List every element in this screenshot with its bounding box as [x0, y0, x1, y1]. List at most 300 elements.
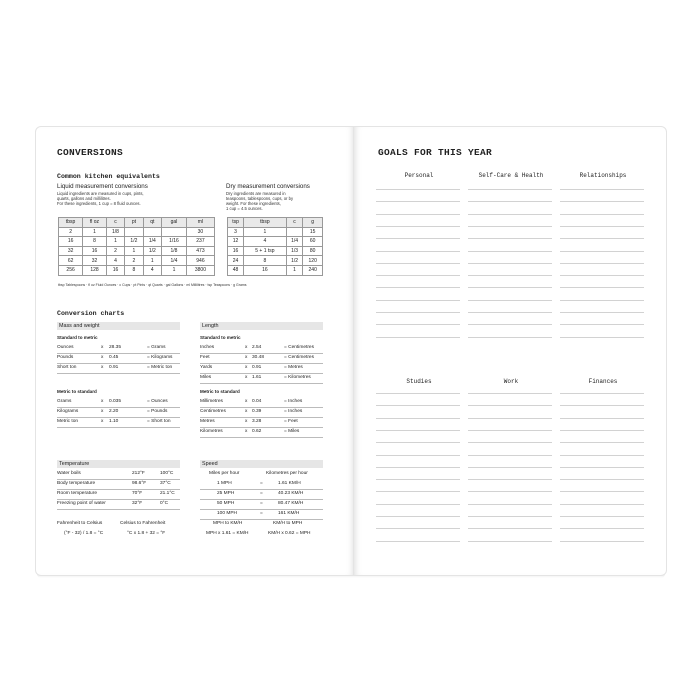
table-cell: 32: [59, 246, 83, 256]
table-header-cell: tsp: [228, 218, 244, 228]
conversion-cell: 2.54: [252, 345, 262, 350]
goal-writing-line: [376, 393, 460, 394]
table-cell: 15: [303, 227, 323, 237]
conversion-cell: 0.035: [109, 399, 122, 404]
conversion-cell: 3.28: [252, 419, 262, 424]
conversion-row: [57, 490, 182, 498]
goal-writing-line: [376, 312, 460, 313]
table-cell: 4: [106, 256, 124, 266]
conversion-cell: Yards: [200, 365, 213, 370]
conversion-cell: Room temperature: [57, 491, 97, 496]
goal-writing-line: [468, 201, 552, 202]
conversion-cell: 0.91: [252, 365, 262, 370]
conversion-cell: 21.1°C: [160, 491, 175, 496]
goal-writing-line: [376, 300, 460, 301]
conversion-cell: = Ounces: [147, 399, 168, 404]
conversion-cell: 100°C: [160, 471, 174, 476]
table-cell: 240: [303, 265, 323, 275]
dry-title: Dry measurement conversions: [226, 183, 310, 190]
conversion-cell: x: [245, 355, 248, 360]
table-cell: 1/4: [143, 237, 161, 247]
table-cell: 16: [244, 265, 287, 275]
temperature-section-title: Temperature: [57, 460, 180, 468]
goal-writing-line: [376, 275, 460, 276]
table-header-cell: c: [106, 218, 124, 228]
conversion-cell: =: [260, 501, 263, 506]
table-cell: 2: [125, 256, 143, 266]
table-cell: 256: [59, 265, 83, 275]
table-cell: 12: [228, 237, 244, 247]
conversion-cell: x: [101, 419, 104, 424]
speed-formulas: [200, 530, 325, 538]
conversion-cell: 0°C: [160, 501, 169, 506]
conversion-cell: 28.35: [109, 345, 122, 350]
goal-writing-line: [560, 455, 644, 456]
goal-writing-line: [560, 300, 644, 301]
conversion-cell: = Feet: [284, 419, 298, 424]
speed-column-headers: [200, 470, 325, 478]
table-row: [228, 246, 323, 256]
conversion-row: [57, 364, 182, 372]
goal-writing-line: [376, 238, 460, 239]
table-cell: 8: [244, 256, 287, 266]
goal-writing-line: [560, 275, 644, 276]
goal-writing-line: [560, 405, 644, 406]
table-cell: 8: [125, 265, 143, 275]
goal-writing-line: [376, 504, 460, 505]
goal-writing-line: [560, 430, 644, 431]
table-cell: 30: [186, 227, 214, 237]
goal-writing-line: [560, 516, 644, 517]
conversion-cell: Body temperature: [57, 481, 96, 486]
table-header-cell: g: [303, 218, 323, 228]
conversion-cell: =: [260, 511, 263, 516]
table-cell: 237: [186, 237, 214, 247]
table-cell: 80: [303, 246, 323, 256]
table-cell: 32: [83, 256, 107, 266]
conversion-cell: 1 MPH: [217, 481, 232, 486]
conversion-cell: Inches: [200, 345, 215, 350]
table-cell: 16: [59, 237, 83, 247]
f2c-label: Fahrenheit to Celsius: [57, 521, 103, 526]
conversion-cell: Freezing point of water: [57, 501, 106, 506]
goal-writing-line: [560, 226, 644, 227]
goal-writing-line: [376, 541, 460, 542]
goal-writing-line: [468, 238, 552, 239]
conversion-cell: = Inches: [284, 409, 303, 414]
conversion-cell: = Pounds: [147, 409, 168, 414]
table-header-cell: ml: [186, 218, 214, 228]
conversion-cell: 25 MPH: [217, 491, 235, 496]
goal-writing-line: [560, 251, 644, 252]
conversion-row: [200, 428, 325, 436]
planner-spread: [35, 126, 667, 576]
goal-writing-line: [376, 467, 460, 468]
goal-writing-line: [468, 479, 552, 480]
conversion-row: [57, 418, 182, 426]
conversion-cell: = Metres: [284, 365, 303, 370]
conversion-row: [57, 344, 182, 352]
goal-writing-line: [468, 312, 552, 313]
table-cell: 120: [303, 256, 323, 266]
goal-writing-line: [560, 312, 644, 313]
table-cell: 3800: [186, 265, 214, 275]
conversion-cell: 32°F: [132, 501, 143, 506]
conversion-cell: 0.39: [252, 409, 262, 414]
conversion-cell: x: [245, 345, 248, 350]
table-header-row: [59, 218, 215, 228]
conversion-cell: 2.20: [109, 409, 119, 414]
goal-writing-line: [468, 263, 552, 264]
table-cell: 1/8: [106, 227, 124, 237]
conversion-cell: x: [101, 399, 104, 404]
conversion-cell: 0.91: [109, 365, 119, 370]
abbreviations-legend: tbsp Tablespoons · fl oz Fluid Ounces · c Cups · pt Pints · qt Quarts · gal Gallons · ml Millilitres · tsp Teaspoons · g Grams: [58, 283, 247, 287]
goal-writing-line: [468, 337, 552, 338]
conversion-cell: 0.04: [252, 399, 262, 404]
goal-writing-line: [376, 491, 460, 492]
goal-writing-line: [468, 541, 552, 542]
table-row: [59, 246, 215, 256]
conversion-cell: 80.47 KM/H: [278, 501, 304, 506]
goal-writing-line: [376, 455, 460, 456]
table-row: [59, 256, 215, 266]
table-cell: 48: [228, 265, 244, 275]
table-row: [228, 265, 323, 275]
conversion-cell: Millimetres: [200, 399, 223, 404]
mph-label: MPH to KM/H: [213, 521, 243, 526]
conversion-cell: Metric ton: [57, 419, 79, 424]
table-cell: 473: [186, 246, 214, 256]
speed-col-mph: Miles per hour: [209, 471, 240, 476]
table-header-cell: tbsp: [244, 218, 287, 228]
conversion-row: [57, 470, 182, 478]
conversion-cell: 100 MPH: [217, 511, 237, 516]
conversion-row: [200, 480, 325, 488]
conversion-row: [200, 490, 325, 498]
table-cell: [125, 227, 143, 237]
speed-formula-labels: [200, 520, 325, 528]
conversion-cell: 0.45: [109, 355, 119, 360]
conversion-cell: Metres: [200, 419, 215, 424]
goal-writing-line: [468, 516, 552, 517]
conversion-row: [57, 408, 182, 416]
goal-writing-line: [376, 263, 460, 264]
speed-col-kmh: Kilometres per hour: [266, 471, 308, 476]
conversion-cell: Ounces: [57, 345, 74, 350]
goal-writing-line: [468, 300, 552, 301]
conversions-page: [35, 126, 355, 576]
mass-std-label: Standard to metric: [57, 335, 98, 340]
length-section-title: Length: [200, 322, 323, 330]
table-cell: 16: [83, 246, 107, 256]
conversion-row: [200, 408, 325, 416]
table-cell: 1: [244, 227, 287, 237]
length-met-label: Metric to standard: [200, 389, 240, 394]
goal-writing-line: [376, 442, 460, 443]
page-title: CONVERSIONS: [57, 147, 124, 158]
goal-writing-line: [376, 226, 460, 227]
conversion-row: [57, 354, 182, 362]
conversion-cell: x: [245, 365, 248, 370]
conversion-cell: = Inches: [284, 399, 303, 404]
table-cell: 1/3: [286, 246, 303, 256]
conversion-cell: 98.6°F: [132, 481, 147, 486]
table-cell: 946: [186, 256, 214, 266]
conversion-cell: 161 KM/H: [278, 511, 300, 516]
goal-writing-line: [560, 479, 644, 480]
dry-conversion-table: [227, 217, 323, 276]
conversion-row: [200, 418, 325, 426]
goal-writing-line: [468, 528, 552, 529]
conversion-cell: 212°F: [132, 471, 145, 476]
goal-writing-line: [560, 442, 644, 443]
goal-writing-line: [376, 189, 460, 190]
table-cell: [286, 227, 303, 237]
table-cell: 1/16: [162, 237, 187, 247]
conversion-cell: Miles: [200, 375, 212, 380]
goal-writing-line: [468, 491, 552, 492]
row-divider: [200, 383, 323, 384]
table-cell: 1: [125, 246, 143, 256]
goal-writing-line: [468, 214, 552, 215]
table-row: [59, 227, 215, 237]
goal-writing-line: [560, 528, 644, 529]
table-cell: 5 + 1 tsp: [244, 246, 287, 256]
goal-writing-line: [560, 189, 644, 190]
length-std-label: Standard to metric: [200, 335, 241, 340]
conversion-cell: = Centimetres: [284, 355, 314, 360]
goal-writing-line: [376, 418, 460, 419]
goal-writing-line: [376, 287, 460, 288]
table-header-cell: qt: [143, 218, 161, 228]
conversion-cell: 0.62: [252, 429, 262, 434]
goal-writing-line: [560, 504, 644, 505]
conversion-cell: 1.61: [252, 375, 262, 380]
c2f-formula: °C x 1.8 + 32 = °F: [127, 531, 166, 536]
goal-writing-line: [560, 393, 644, 394]
conversion-row: [200, 344, 325, 352]
conversion-cell: x: [245, 399, 248, 404]
liquid-conversion-table: [58, 217, 215, 276]
conversion-row: [200, 354, 325, 362]
table-cell: 1: [106, 237, 124, 247]
conversion-row: [57, 500, 182, 508]
kmh-label: KM/H to MPH: [273, 521, 303, 526]
table-row: [228, 227, 323, 237]
conversion-cell: x: [101, 345, 104, 350]
conversion-cell: = Metric ton: [147, 365, 173, 370]
row-divider: [57, 373, 180, 374]
goal-writing-line: [468, 189, 552, 190]
conversion-cell: =: [260, 491, 263, 496]
conversion-cell: = Short ton: [147, 419, 171, 424]
conversion-cell: Short ton: [57, 365, 77, 370]
f2c-formula: (°F - 32) / 1.8 = °C: [64, 531, 104, 536]
table-header-cell: pt: [125, 218, 143, 228]
conversion-row: [200, 374, 325, 382]
goal-writing-line: [376, 337, 460, 338]
table-row: [59, 237, 215, 247]
conversion-cell: Kilograms: [57, 409, 79, 414]
goal-writing-line: [376, 479, 460, 480]
table-cell: 4: [143, 265, 161, 275]
mass-met-label: Metric to standard: [57, 389, 97, 394]
table-cell: 16: [106, 265, 124, 275]
goal-writing-line: [468, 275, 552, 276]
conversion-cell: 30.48: [252, 355, 265, 360]
goal-writing-line: [376, 251, 460, 252]
table-cell: 24: [228, 256, 244, 266]
goal-writing-line: [376, 516, 460, 517]
conversion-cell: = Centimetres: [284, 345, 314, 350]
table-header-row: [228, 218, 323, 228]
table-cell: 4: [244, 237, 287, 247]
goal-writing-line: [560, 541, 644, 542]
table-cell: 1: [143, 256, 161, 266]
goal-writing-line: [376, 201, 460, 202]
goal-writing-line: [468, 226, 552, 227]
conversion-cell: =: [260, 481, 263, 486]
conversion-cell: = Miles: [284, 429, 300, 434]
goal-writing-line: [560, 337, 644, 338]
table-cell: 128: [83, 265, 107, 275]
conversion-row: [200, 510, 325, 518]
goal-writing-line: [560, 324, 644, 325]
speed-section-title: Speed: [200, 460, 323, 468]
table-row: [228, 256, 323, 266]
conversion-cell: 1.61 KM/H: [278, 481, 301, 486]
conversion-cell: x: [245, 419, 248, 424]
table-header-cell: c: [286, 218, 303, 228]
temperature-formula-labels: [57, 520, 182, 528]
liquid-note: Liquid ingredients are measured in cups, pints, quarts, gallons and millilitres. For these ingredients, 1 cup = 8 fluid ounces.: [57, 191, 144, 206]
goal-writing-line: [468, 418, 552, 419]
table-cell: 60: [303, 237, 323, 247]
conversion-row: [57, 480, 182, 488]
conversion-row: [200, 500, 325, 508]
goal-writing-line: [560, 491, 644, 492]
mph-formula: MPH x 1.61 = KM/H: [206, 531, 249, 536]
conversion-cell: x: [101, 409, 104, 414]
goal-writing-line: [468, 393, 552, 394]
conversion-cell: x: [245, 429, 248, 434]
table-cell: 8: [83, 237, 107, 247]
table-cell: 1: [286, 265, 303, 275]
conversion-cell: = Grams: [147, 345, 166, 350]
conversion-row: [200, 398, 325, 406]
goal-writing-line: [560, 467, 644, 468]
goal-writing-line: [376, 430, 460, 431]
goal-writing-line: [560, 201, 644, 202]
table-cell: 1/2: [286, 256, 303, 266]
conversion-cell: 50 MPH: [217, 501, 235, 506]
goal-writing-line: [468, 455, 552, 456]
goal-column-heading: Finances: [588, 378, 618, 385]
goal-column-heading: Work: [503, 378, 519, 385]
conversion-cell: 70°F: [132, 491, 143, 496]
goal-writing-line: [468, 504, 552, 505]
liquid-title: Liquid measurement conversions: [57, 183, 148, 190]
table-cell: 62: [59, 256, 83, 266]
kitchen-heading: Common kitchen equivalents: [57, 173, 160, 180]
goal-writing-line: [560, 238, 644, 239]
table-row: [228, 237, 323, 247]
row-divider: [57, 427, 180, 428]
conversion-cell: Feet: [200, 355, 210, 360]
table-row: [59, 265, 215, 275]
goal-writing-line: [468, 405, 552, 406]
table-cell: [143, 227, 161, 237]
goal-writing-line: [560, 418, 644, 419]
conversion-row: [200, 364, 325, 372]
mass-section-title: Mass and weight: [57, 322, 180, 330]
conversion-cell: 40.23 KM/H: [278, 491, 304, 496]
conversion-cell: Centimetres: [200, 409, 226, 414]
table-cell: 1: [162, 265, 187, 275]
goal-writing-line: [560, 263, 644, 264]
goal-writing-line: [376, 405, 460, 406]
c2f-label: Celsius to Fahrenheit: [120, 521, 166, 526]
goal-column-heading: Self-Care & Health: [478, 172, 544, 179]
conversion-cell: Kilometres: [200, 429, 223, 434]
goal-column-heading: Relationships: [579, 172, 627, 179]
table-cell: 2: [59, 227, 83, 237]
goal-writing-line: [468, 430, 552, 431]
table-cell: 2: [106, 246, 124, 256]
goal-writing-line: [376, 324, 460, 325]
goal-writing-line: [468, 251, 552, 252]
table-cell: [162, 227, 187, 237]
goal-writing-line: [468, 442, 552, 443]
goal-writing-line: [560, 214, 644, 215]
goal-column-heading: Personal: [404, 172, 434, 179]
table-cell: 16: [228, 246, 244, 256]
goal-column-heading: Studies: [406, 378, 432, 385]
table-header-cell: fl oz: [83, 218, 107, 228]
charts-heading: Conversion charts: [57, 310, 125, 317]
conversion-row: [57, 398, 182, 406]
row-divider: [57, 509, 180, 510]
goals-page: [353, 126, 667, 576]
temperature-formulas: [57, 530, 182, 538]
goal-writing-line: [468, 287, 552, 288]
conversion-cell: = Kilograms: [147, 355, 173, 360]
row-divider: [200, 437, 323, 438]
conversion-cell: 37°C: [160, 481, 171, 486]
goal-writing-line: [560, 287, 644, 288]
dry-note: Dry ingredients are measured in teaspoons, tablespoons, cups, or by weight. For these ingredients, 1 cup = 4.5 ounces.: [226, 191, 294, 211]
table-cell: 1: [83, 227, 107, 237]
conversion-cell: x: [245, 409, 248, 414]
table-cell: 3: [228, 227, 244, 237]
kmh-formula: KM/H x 0.62 = MPH: [268, 531, 311, 536]
conversion-cell: = Kilometres: [284, 375, 311, 380]
goal-writing-line: [376, 214, 460, 215]
table-header-cell: tbsp: [59, 218, 83, 228]
table-cell: 1/2: [125, 237, 143, 247]
table-cell: 1/4: [286, 237, 303, 247]
conversion-cell: x: [101, 365, 104, 370]
conversion-cell: x: [245, 375, 248, 380]
conversion-cell: 1.10: [109, 419, 119, 424]
conversion-cell: Grams: [57, 399, 72, 404]
goal-writing-line: [376, 528, 460, 529]
conversion-cell: Pounds: [57, 355, 74, 360]
table-cell: 1/8: [162, 246, 187, 256]
table-cell: 1/2: [143, 246, 161, 256]
table-header-cell: gal: [162, 218, 187, 228]
